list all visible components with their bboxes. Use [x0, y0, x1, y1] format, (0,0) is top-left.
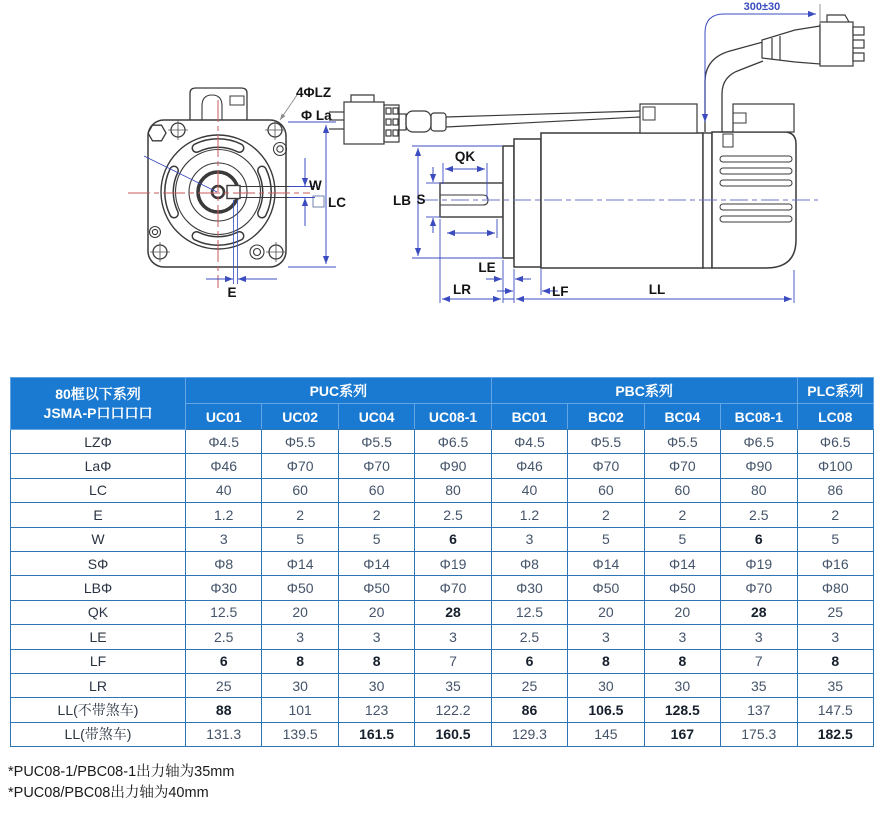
table-cell: 8 — [644, 649, 720, 673]
label-lf: LF — [552, 284, 569, 299]
table-cell: 2.5 — [491, 625, 567, 649]
table-cell: 147.5 — [797, 698, 874, 722]
table-cell: 6 — [186, 649, 262, 673]
table-cell: Φ4.5 — [491, 430, 567, 454]
table-cell: Φ90 — [415, 454, 491, 478]
series-title-cell — [11, 378, 186, 430]
side-view — [329, 15, 864, 268]
table-row — [11, 576, 874, 600]
hex-hole — [148, 125, 166, 141]
table-cell: 106.5 — [568, 698, 644, 722]
table-cell: 7 — [415, 649, 491, 673]
table-cell: 8 — [338, 649, 414, 673]
table-row — [11, 527, 874, 551]
label-qk: QK — [454, 149, 476, 164]
table-cell: Φ50 — [644, 576, 720, 600]
label-e: E — [227, 285, 237, 300]
label-4phi-lz: 4ΦLZ — [296, 85, 332, 100]
label-lc: LC — [328, 195, 346, 210]
table-row — [11, 503, 874, 527]
cable-housing-left — [640, 104, 697, 133]
table-cell: 80 — [721, 478, 797, 502]
label-cable-length: 300±30 — [743, 1, 781, 13]
table-cell: 101 — [262, 698, 338, 722]
table-cell: 3 — [568, 625, 644, 649]
row-label: LE — [11, 625, 186, 649]
table-cell: 129.3 — [491, 722, 567, 746]
table-cell: 5 — [262, 527, 338, 551]
terminal-notch — [230, 96, 244, 105]
table-cell: 86 — [491, 698, 567, 722]
table-cell: 8 — [262, 649, 338, 673]
table-cell: 25 — [797, 600, 874, 624]
table-row — [11, 551, 874, 575]
table-cell: Φ5.5 — [568, 430, 644, 454]
row-label: LR — [11, 673, 186, 697]
row-label: LL(不带煞车) — [11, 698, 186, 722]
table-cell: 3 — [491, 527, 567, 551]
row-label: LL(带煞车) — [11, 722, 186, 746]
front-view — [128, 88, 310, 288]
table-row — [11, 698, 874, 722]
table-cell: Φ14 — [568, 551, 644, 575]
table-cell: Φ80 — [797, 576, 874, 600]
front-section — [514, 139, 541, 267]
table-cell: Φ100 — [797, 454, 874, 478]
table-cell: 3 — [644, 625, 720, 649]
col-header-lc08: LC08 — [797, 404, 874, 430]
table-cell: 40 — [186, 478, 262, 502]
power-connector — [762, 15, 864, 66]
table-cell: Φ8 — [186, 551, 262, 575]
table-cell: 5 — [644, 527, 720, 551]
table-cell: Φ14 — [262, 551, 338, 575]
table-cell: Φ70 — [262, 454, 338, 478]
table-cell: 25 — [491, 673, 567, 697]
table-cell: Φ6.5 — [721, 430, 797, 454]
table-row — [11, 625, 874, 649]
table-row — [11, 649, 874, 673]
shaft-key — [227, 186, 240, 199]
table-cell: Φ90 — [721, 454, 797, 478]
table-cell: 131.3 — [186, 722, 262, 746]
table-cell: 123 — [338, 698, 414, 722]
table-cell: Φ19 — [721, 551, 797, 575]
table-row — [11, 600, 874, 624]
table-cell: 2 — [338, 503, 414, 527]
table-cell: 1.2 — [186, 503, 262, 527]
table-cell: 25 — [186, 673, 262, 697]
table-cell: 182.5 — [797, 722, 874, 746]
label-phi-la: Φ La — [301, 108, 332, 123]
col-header-bc02: BC02 — [568, 404, 644, 430]
label-le: LE — [478, 260, 496, 275]
table-cell: 60 — [338, 478, 414, 502]
table-cell: Φ50 — [568, 576, 644, 600]
footnote-2: *PUC08/PBC08出力轴为40mm — [8, 785, 209, 801]
table-cell: 5 — [338, 527, 414, 551]
group-header-puc: PUC系列 — [186, 378, 492, 404]
table-cell: 2 — [568, 503, 644, 527]
col-header-uc02: UC02 — [262, 404, 338, 430]
table-cell: Φ14 — [644, 551, 720, 575]
row-label: W — [11, 527, 186, 551]
table-cell: Φ70 — [415, 576, 491, 600]
row-label: LBΦ — [11, 576, 186, 600]
table-cell: Φ5.5 — [644, 430, 720, 454]
table-cell: 30 — [568, 673, 644, 697]
row-label: QK — [11, 600, 186, 624]
series-title-line1: 80框以下系列 — [55, 386, 141, 403]
table-cell: 60 — [644, 478, 720, 502]
table-row — [11, 673, 874, 697]
table-cell: Φ70 — [721, 576, 797, 600]
row-label: E — [11, 503, 186, 527]
table-cell: Φ30 — [186, 576, 262, 600]
table-cell: 8 — [568, 649, 644, 673]
group-header-pbc: PBC系列 — [491, 378, 797, 404]
table-cell: Φ70 — [338, 454, 414, 478]
table-cell: 86 — [797, 478, 874, 502]
flange-plate — [503, 146, 514, 258]
col-header-bc01: BC01 — [491, 404, 567, 430]
table-cell: 167 — [644, 722, 720, 746]
table-cell: 5 — [797, 527, 874, 551]
row-label: SΦ — [11, 551, 186, 575]
table-cell: Φ19 — [415, 551, 491, 575]
dimension-spec-table — [10, 377, 874, 747]
table-cell: Φ4.5 — [186, 430, 262, 454]
label-lr: LR — [453, 282, 471, 297]
table-cell: 35 — [797, 673, 874, 697]
table-cell: 2.5 — [415, 503, 491, 527]
table-cell: 7 — [721, 649, 797, 673]
table-cell: 28 — [415, 600, 491, 624]
table-cell: Φ70 — [644, 454, 720, 478]
row-label: LF — [11, 649, 186, 673]
table-cell: 137 — [721, 698, 797, 722]
table-cell: 6 — [415, 527, 491, 551]
table-cell: 160.5 — [415, 722, 491, 746]
table-cell: 122.2 — [415, 698, 491, 722]
table-cell: 20 — [644, 600, 720, 624]
table-cell: Φ8 — [491, 551, 567, 575]
table-cell: Φ5.5 — [262, 430, 338, 454]
table-cell: 128.5 — [644, 698, 720, 722]
table-cell: 1.2 — [491, 503, 567, 527]
body-joint — [703, 133, 712, 268]
table-cell: 5 — [568, 527, 644, 551]
table-cell: 3 — [415, 625, 491, 649]
table-cell: 175.3 — [721, 722, 797, 746]
col-header-bc08-1: BC08-1 — [721, 404, 797, 430]
table-cell: 3 — [262, 625, 338, 649]
table-cell: Φ50 — [338, 576, 414, 600]
table-cell: 161.5 — [338, 722, 414, 746]
table-cell: 2 — [262, 503, 338, 527]
footnote-1: *PUC08-1/PBC08-1出力轴为35mm — [8, 764, 235, 780]
series-title-line2: JSMA-P口口口口 — [43, 404, 153, 421]
table-cell: 80 — [415, 478, 491, 502]
table-cell: 6 — [491, 649, 567, 673]
table-cell: Φ16 — [797, 551, 874, 575]
col-header-uc04: UC04 — [338, 404, 414, 430]
row-label: LZΦ — [11, 430, 186, 454]
label-ll: LL — [648, 282, 666, 297]
row-label: LaΦ — [11, 454, 186, 478]
row-label: LC — [11, 478, 186, 502]
table-cell: 30 — [644, 673, 720, 697]
table-cell: Φ50 — [262, 576, 338, 600]
label-w: W — [309, 178, 322, 193]
table-cell: 2.5 — [721, 503, 797, 527]
table-cell: 40 — [491, 478, 567, 502]
table-cell: 35 — [721, 673, 797, 697]
table-cell: 28 — [721, 600, 797, 624]
col-header-uc08-1: UC08-1 — [415, 404, 491, 430]
table-cell: Φ46 — [491, 454, 567, 478]
label-lb: LB — [393, 193, 411, 208]
table-cell: 35 — [415, 673, 491, 697]
table-cell: 20 — [568, 600, 644, 624]
table-cell: 6 — [721, 527, 797, 551]
table-cell: 30 — [338, 673, 414, 697]
table-cell: 2 — [644, 503, 720, 527]
table-cell: Φ6.5 — [797, 430, 874, 454]
table-cell: 3 — [721, 625, 797, 649]
col-header-bc04: BC04 — [644, 404, 720, 430]
table-cell: Φ6.5 — [415, 430, 491, 454]
table-cell: Φ46 — [186, 454, 262, 478]
table-cell: 30 — [262, 673, 338, 697]
table-cell: Φ30 — [491, 576, 567, 600]
table-cell: 88 — [186, 698, 262, 722]
table-cell: Φ14 — [338, 551, 414, 575]
table-cell: 3 — [338, 625, 414, 649]
table-cell: 2.5 — [186, 625, 262, 649]
col-header-uc01: UC01 — [186, 404, 262, 430]
terminal-tab — [202, 95, 222, 120]
table-cell: 139.5 — [262, 722, 338, 746]
table-row — [11, 478, 874, 502]
cable-housing-right — [733, 104, 794, 132]
table-cell: 60 — [568, 478, 644, 502]
table-cell: 3 — [186, 527, 262, 551]
label-s: S — [416, 192, 426, 207]
table-row — [11, 454, 874, 478]
table-cell: Φ70 — [568, 454, 644, 478]
group-header-plc: PLC系列 — [797, 378, 874, 404]
table-cell: 3 — [797, 625, 874, 649]
table-cell: 12.5 — [491, 600, 567, 624]
table-cell: 8 — [797, 649, 874, 673]
table-cell: 20 — [338, 600, 414, 624]
table-cell: 60 — [262, 478, 338, 502]
table-cell: Φ5.5 — [338, 430, 414, 454]
motor-dimension-drawing — [0, 0, 885, 372]
table-cell: 12.5 — [186, 600, 262, 624]
footnotes — [8, 762, 234, 804]
motor-body — [541, 133, 703, 268]
table-cell: 20 — [262, 600, 338, 624]
table-cell: 145 — [568, 722, 644, 746]
table-row — [11, 430, 874, 454]
table-cell: 2 — [797, 503, 874, 527]
table-row — [11, 722, 874, 746]
